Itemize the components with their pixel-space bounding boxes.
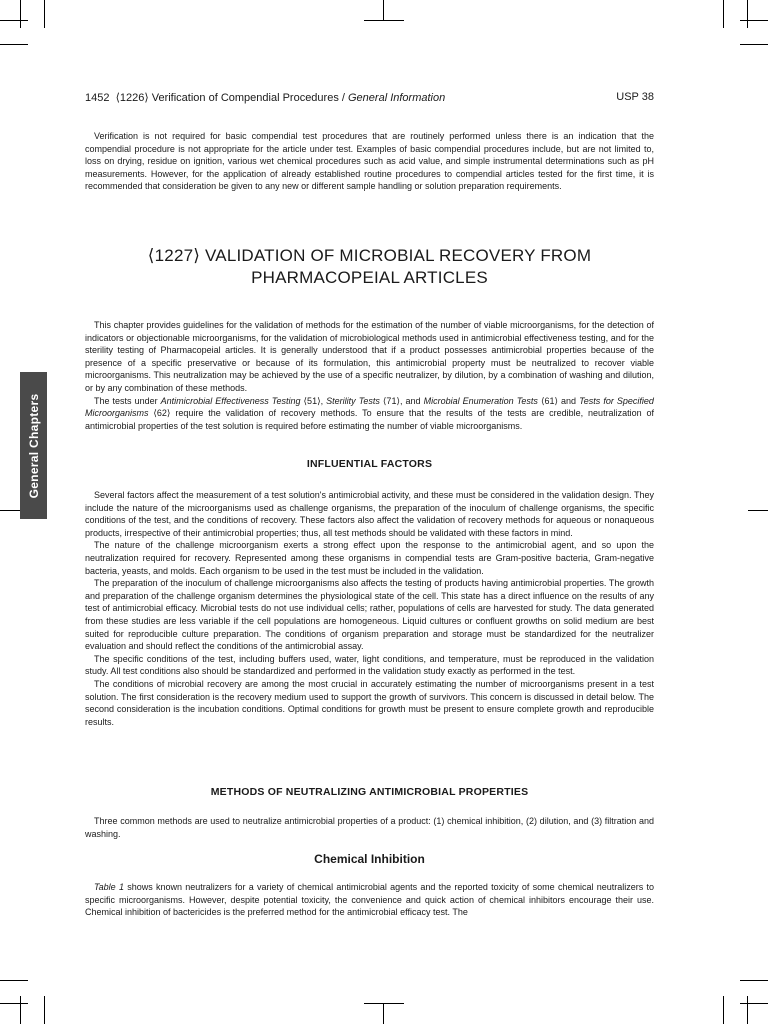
- header-left: [85, 91, 445, 104]
- paragraph-text: The specific conditions of the test, including buffers used, water, light conditions, and temperature, must be reproduced in the validation study. All test conditions also should be standardized and performed in the validation study exactly as performed in the test.: [85, 653, 654, 677]
- chapter-intro: [85, 319, 654, 432]
- intro-text: Verification is not required for basic compendial test procedures that are routinely performed unless there is an indication that the compendial procedure is not appropriate for the article under test. Examples of basic compendial procedures include, but are not limited to, loss on drying, residue on ignition, various wet chemical procedures such as acid value, and simple instrumental determinations such as pH measurements. However, for the application of already established routine procedures to compendial articles tested for the first time, it is recommended that consideration be given to any new or different sample handling or solution preparation requirements.: [85, 131, 654, 192]
- chapter-title-line1: ⟨1227⟩ VALIDATION OF MICROBIAL RECOVERY FROM: [147, 246, 592, 265]
- edition: USP 38: [616, 91, 654, 103]
- crop-mark: [740, 20, 768, 21]
- intro-paragraph: [85, 130, 654, 193]
- paragraph: [85, 539, 654, 577]
- section-heading: METHODS OF NEUTRALIZING ANTIMICROBIAL PROPERTIES: [210, 786, 529, 798]
- crop-mark: [740, 44, 768, 45]
- paragraph-text: shows known neutralizers for a variety of chemical antimicrobial agents and the reported toxicity of some chemical neutralizers to specific microorganisms. However, despite potential toxicity, the convenience and quick action of chemical inhibitors encourage their use. Chemical inhibition of bactericides is the preferred method for the antimicrobial efficacy test. The: [85, 882, 654, 918]
- crop-mark: [364, 1003, 404, 1004]
- paragraph-text: Several factors affect the measurement of a test solution's antimicrobial activity, and these must be considered in the validation design. They include the nature of the microorganisms used as challenge organisms, the preparation of the inoculum of challenge organisms, the specific conditions of the test, and the conditions of recovery. These factors also affect the validation of recovery methods for aqueous or nonaqueous products, irrespective of their antimicrobial properties; thus, all test methods should be validated with these factors in mind.: [85, 490, 654, 538]
- chapter-title-line2: PHARMACOPEIAL ARTICLES: [251, 268, 488, 287]
- crop-mark: [0, 1003, 28, 1004]
- crop-mark: [747, 0, 748, 28]
- chapter-ref: ⟨1226⟩ Verification of Compendial Procedures /: [115, 92, 345, 104]
- chapter-intro-paragraph: [85, 319, 654, 395]
- subsection-heading: Chemical Inhibition: [314, 852, 425, 866]
- crop-mark: [383, 1004, 384, 1024]
- paragraph-text: The nature of the challenge microorganism exerts a strong effect upon the response to the antimicrobial agent, and so upon the neutralization required for recovery. Represented among these organisms in compendial tests are Gram-positive bacteria, Gram-negative bacteria, yeasts, and molds. Each organism to be used in the test must be included in the validation.: [85, 540, 654, 576]
- text-run: ⟨62⟩ require the validation of recovery methods. To ensure that the results of the tests are credible, neutralization of antimicrobial properties of the test solution is required before estimating the number of viable microorganisms.: [85, 408, 654, 431]
- paragraph: [85, 678, 654, 728]
- test-name: Antimicrobial Effectiveness Testing: [160, 395, 301, 406]
- crop-mark: [723, 0, 724, 28]
- table-reference: Table 1: [94, 882, 124, 892]
- crop-mark: [747, 996, 748, 1024]
- crop-mark: [44, 0, 45, 28]
- crop-mark: [748, 510, 768, 511]
- test-name: Microbial Enumeration Tests: [423, 395, 538, 406]
- section-heading: INFLUENTIAL FACTORS: [306, 458, 433, 470]
- page-number: 1452: [85, 92, 110, 104]
- crop-mark: [0, 510, 20, 511]
- crop-mark: [0, 980, 28, 981]
- paragraph-text: The conditions of microbial recovery are among the most crucial in accurately estimating the number of microorganisms present in a test solution. The first consideration is the recovery medium used to support the growth of survivors. This concern is discussed in detail below. The second consideration is the incubation conditions. Optimal conditions for growth must be present to ensure complete growth and reproducible results.: [85, 678, 654, 727]
- crop-mark: [740, 980, 768, 981]
- crop-mark: [740, 1003, 768, 1004]
- crop-mark: [20, 996, 21, 1024]
- crop-mark: [20, 0, 21, 28]
- crop-mark: [44, 996, 45, 1024]
- paragraph-text: Three common methods are used to neutralize antimicrobial properties of a product: (1) chemical inhibition, (2) dilution, and (3) filtration and washing.: [85, 816, 654, 839]
- paragraph: [85, 577, 654, 653]
- test-name: Tests for Specified Microorganisms: [85, 395, 654, 419]
- general-chapters-tab: [20, 372, 47, 519]
- text-run: ⟨71⟩, and: [382, 395, 421, 406]
- test-name: Sterility Tests: [326, 395, 380, 406]
- chemical-inhibition-paragraph: [85, 881, 654, 919]
- crop-mark: [723, 996, 724, 1024]
- text-run: ⟨61⟩ and: [540, 395, 577, 406]
- crop-mark: [383, 0, 384, 20]
- chapter-title: [85, 245, 654, 289]
- running-header: [85, 91, 654, 104]
- crop-mark: [0, 44, 28, 45]
- methods-paragraph: [85, 815, 654, 840]
- paragraph: [85, 653, 654, 678]
- crop-mark: [364, 20, 404, 21]
- paragraph-text: The preparation of the inoculum of challenge microorganisms also affects the testing of products having antimicrobial properties. The growth and preparation of the challenge organism determines the physiological state of the cell. This state has a direct influence on the results of any test of antimicrobial efficacy. Microbial tests do not use individual cells; rather, populations of cells are harvested for study. The data generated from these studies are less variable if the cell populations are homogeneous. Liquid cultures or confluent growths on solid medium are best suited for reproducible culture preparation. The conditions of organism preparation and storage must be standardized for the neutralizer evaluation and should reflect the conditions of the antimicrobial assay.: [85, 578, 654, 652]
- tab-label: General Chapters: [26, 393, 41, 498]
- text-run: ⟨51⟩,: [303, 395, 324, 406]
- crop-mark: [0, 20, 28, 21]
- paragraph: [85, 489, 654, 539]
- chapter-intro-text: This chapter provides guidelines for the validation of methods for the estimation of the number of viable microorganisms, for the detection of indicators or objectionable microorganisms, for the validation of microbiological methods used in antimicrobial effectiveness testing, and for the sterility testing of Pharmacopeial articles. It is generally understood that if a product possesses antimicrobial properties because of the presence of a specific preservative or because of its formulation, this antimicrobial property must be neutralized to recover viable microorganisms. This neutralization may be achieved by the use of a specific neutralizer, by dilution, by a combination of washing and dilution, or by any combination of these methods.: [85, 320, 654, 393]
- chapter-intro-paragraph: [85, 395, 654, 433]
- text-run: The tests under: [94, 395, 158, 406]
- section-name: General Information: [348, 92, 446, 104]
- influential-factors-body: [85, 489, 654, 728]
